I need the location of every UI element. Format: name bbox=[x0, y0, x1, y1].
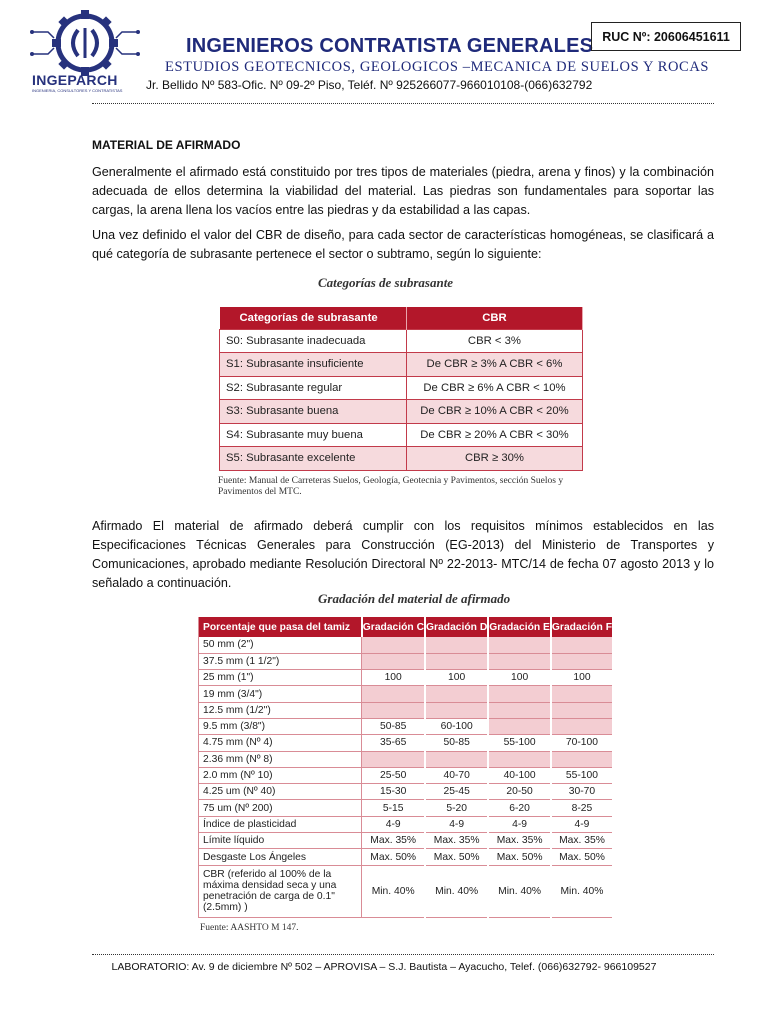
gradation-cell: 5-20 bbox=[425, 800, 488, 816]
gradation-cell: Max. 35% bbox=[551, 833, 613, 849]
sieve-cell: 37.5 mm (1 1/2") bbox=[199, 653, 362, 669]
gradation-cell: Max. 50% bbox=[362, 849, 425, 865]
gradation-cell bbox=[425, 637, 488, 653]
sieve-cell: 25 mm (1") bbox=[199, 670, 362, 686]
gradation-cell: 20-50 bbox=[488, 784, 551, 800]
gradation-cell: 50-85 bbox=[362, 718, 425, 734]
gradation-cell: 40-70 bbox=[425, 767, 488, 783]
category-cell: S2: Subrasante regular bbox=[220, 376, 407, 400]
header-divider bbox=[92, 103, 714, 104]
gradation-cell bbox=[551, 702, 613, 718]
gradacion-table-title: Gradación del material de afirmado bbox=[318, 591, 511, 606]
company-services: ESTUDIOS GEOTECNICOS, GEOLOGICOS –MECANICA DE SUELOS Y ROCAS bbox=[165, 59, 710, 75]
gradation-cell: 25-45 bbox=[425, 784, 488, 800]
paragraph-afirmado: Generalmente el afirmado está constituido por tres tipos de materiales (piedra, arena y finos) y la combinación adecuada de ellos determina la viabilidad del material. Las piedras son fundamentales para soportar las cargas, la arena llena los vacíos entre las piedras y da estabilidad a las capas. bbox=[92, 165, 714, 217]
sieve-cell: 9.5 mm (3/8") bbox=[199, 718, 362, 734]
gradation-cell: Min. 40% bbox=[425, 865, 488, 917]
table-row bbox=[199, 735, 614, 751]
table-row bbox=[199, 686, 614, 702]
gradation-cell: 25-50 bbox=[362, 767, 425, 783]
gradacion-source: Fuente: AASHTO M 147. bbox=[200, 923, 299, 933]
gradation-cell: 4-9 bbox=[551, 816, 613, 832]
sieve-cell: Índice de plasticidad bbox=[199, 816, 362, 832]
category-cell: S5: Subrasante excelente bbox=[220, 447, 407, 471]
table-row bbox=[199, 751, 614, 767]
paragraph-requisitos: Afirmado El material de afirmado deberá cumplir con los requisitos mínimos establecidos en las Especificaciones Técnicas Generales para Construcción (EG-2013) del Ministerio de Transportes y Comunicaciones, aprobado mediante Resolución Directoral Nº 22-2013- MTC/14 de fecha 07 agosto 2013 y lo señalado a continuación. bbox=[92, 519, 714, 590]
table-row bbox=[199, 849, 614, 865]
table-header: Porcentaje que pasa del tamiz bbox=[199, 617, 362, 637]
subrasante-table-title: Categorías de subrasante bbox=[318, 275, 454, 290]
sieve-cell: 2.36 mm (Nº 8) bbox=[199, 751, 362, 767]
table-row bbox=[199, 767, 614, 783]
gradation-cell bbox=[362, 686, 425, 702]
category-cell: S1: Subrasante insuficiente bbox=[220, 353, 407, 377]
table-row bbox=[220, 329, 583, 353]
footer-laboratorio: LABORATORIO: Av. 9 de diciembre Nº 502 – APROVISA – S.J. Bautista – Ayacucho, Telef. (066)632792- 966109527 bbox=[111, 961, 657, 973]
gradation-cell: 100 bbox=[425, 670, 488, 686]
table-row bbox=[199, 702, 614, 718]
subrasante-table bbox=[219, 307, 583, 471]
cbr-cell: De CBR ≥ 10% A CBR < 20% bbox=[406, 400, 582, 424]
sieve-cell: 75 um (Nº 200) bbox=[199, 800, 362, 816]
gradation-cell bbox=[551, 751, 613, 767]
gradation-cell: 35-65 bbox=[362, 735, 425, 751]
table-row bbox=[220, 376, 583, 400]
sieve-cell: CBR (referido al 100% de la máxima densidad seca y una penetración de carga de 0.1" (2.5mm) ) bbox=[199, 865, 362, 917]
gradation-cell: Max. 35% bbox=[362, 833, 425, 849]
category-cell: S3: Subrasante buena bbox=[220, 400, 407, 424]
gradation-cell bbox=[488, 637, 551, 653]
gradation-cell: Min. 40% bbox=[362, 865, 425, 917]
gradation-cell: 70-100 bbox=[551, 735, 613, 751]
cbr-cell: CBR < 3% bbox=[406, 329, 582, 353]
gradation-cell: 4-9 bbox=[425, 816, 488, 832]
gradation-cell bbox=[425, 686, 488, 702]
category-cell: S0: Subrasante inadecuada bbox=[220, 329, 407, 353]
gradation-cell: Max. 50% bbox=[551, 849, 613, 865]
gradation-cell bbox=[488, 686, 551, 702]
gradation-cell: 40-100 bbox=[488, 767, 551, 783]
sieve-cell: 19 mm (3/4") bbox=[199, 686, 362, 702]
gradation-cell bbox=[362, 702, 425, 718]
table-row bbox=[199, 718, 614, 734]
cbr-cell: CBR ≥ 30% bbox=[406, 447, 582, 471]
gradation-cell: Max. 50% bbox=[425, 849, 488, 865]
table-row bbox=[199, 833, 614, 849]
logo-text: INGEPARCH bbox=[32, 72, 118, 88]
table-row bbox=[220, 400, 583, 424]
cbr-cell: De CBR ≥ 6% A CBR < 10% bbox=[406, 376, 582, 400]
ruc-box: RUC Nº: 20606451611 bbox=[591, 22, 741, 51]
category-cell: S4: Subrasante muy buena bbox=[220, 423, 407, 447]
gradation-cell bbox=[488, 718, 551, 734]
table-row bbox=[220, 447, 583, 471]
sieve-cell: 2.0 mm (Nº 10) bbox=[199, 767, 362, 783]
gradacion-table bbox=[198, 617, 614, 918]
sieve-cell: Desgaste Los Ángeles bbox=[199, 849, 362, 865]
gradation-cell: 60-100 bbox=[425, 718, 488, 734]
cbr-cell: De CBR ≥ 3% A CBR < 6% bbox=[406, 353, 582, 377]
gradation-cell: 100 bbox=[362, 670, 425, 686]
logo-subtitle: INGENIERIA, CONSULTORES Y CONTRATISTAS bbox=[32, 88, 123, 93]
table-row bbox=[199, 800, 614, 816]
gradation-cell: Min. 40% bbox=[488, 865, 551, 917]
table-header: Gradación C bbox=[362, 617, 425, 637]
table-header: Gradación E bbox=[488, 617, 551, 637]
gradation-cell: 100 bbox=[551, 670, 613, 686]
sieve-cell: 4.25 um (Nº 40) bbox=[199, 784, 362, 800]
gradation-cell: 8-25 bbox=[551, 800, 613, 816]
footer-divider bbox=[92, 954, 714, 955]
gradation-cell bbox=[551, 686, 613, 702]
gradation-cell: 15-30 bbox=[362, 784, 425, 800]
gradation-cell: 50-85 bbox=[425, 735, 488, 751]
paragraph-cbr: Una vez definido el valor del CBR de diseño, para cada sector de características homogéneas, se clasificará a qué categoría de subrasante pertenece el sector o subtramo, según lo siguiente: bbox=[92, 228, 714, 261]
gradation-cell: Max. 35% bbox=[425, 833, 488, 849]
table-row bbox=[220, 423, 583, 447]
sieve-cell: 12.5 mm (1/2") bbox=[199, 702, 362, 718]
table-header: Gradación F bbox=[551, 617, 613, 637]
gradation-cell: Max. 35% bbox=[488, 833, 551, 849]
gradation-cell: 100 bbox=[488, 670, 551, 686]
table-row bbox=[199, 816, 614, 832]
gradation-cell: 4-9 bbox=[488, 816, 551, 832]
gradation-cell: 6-20 bbox=[488, 800, 551, 816]
table-header: Gradación D bbox=[425, 617, 488, 637]
table-row bbox=[199, 865, 614, 917]
gradation-cell: 30-70 bbox=[551, 784, 613, 800]
table-header: CBR bbox=[406, 307, 582, 329]
table-row bbox=[199, 653, 614, 669]
gradation-cell bbox=[551, 653, 613, 669]
gradation-cell: Min. 40% bbox=[551, 865, 613, 917]
gradation-cell: Max. 50% bbox=[488, 849, 551, 865]
gradation-cell bbox=[362, 637, 425, 653]
gradation-cell bbox=[425, 751, 488, 767]
gradation-cell bbox=[362, 751, 425, 767]
gradation-cell: 55-100 bbox=[488, 735, 551, 751]
table-header: Categorías de subrasante bbox=[220, 307, 407, 329]
subrasante-source: Fuente: Manual de Carreteras Suelos, Geología, Geotecnia y Pavimentos, sección Suelos y Pavimentos del MTC. bbox=[218, 476, 564, 497]
sieve-cell: 4.75 mm (Nº 4) bbox=[199, 735, 362, 751]
table-row bbox=[199, 784, 614, 800]
sieve-cell: Límite líquido bbox=[199, 833, 362, 849]
sieve-cell: 50 mm (2") bbox=[199, 637, 362, 653]
gradation-cell bbox=[488, 702, 551, 718]
gradation-cell: 55-100 bbox=[551, 767, 613, 783]
table-row bbox=[199, 637, 614, 653]
gradation-cell bbox=[551, 637, 613, 653]
gradation-cell: 5-15 bbox=[362, 800, 425, 816]
gradation-cell bbox=[425, 653, 488, 669]
gradation-cell: 4-9 bbox=[362, 816, 425, 832]
gradation-cell bbox=[488, 653, 551, 669]
company-name: INGENIEROS CONTRATISTA GENERALES bbox=[186, 35, 594, 57]
gradation-cell bbox=[488, 751, 551, 767]
cbr-cell: De CBR ≥ 20% A CBR < 30% bbox=[406, 423, 582, 447]
company-address: Jr. Bellido Nº 583-Ofic. Nº 09-2º Piso, Teléf. Nº 925266077-966010108-(066)632792 bbox=[146, 78, 593, 92]
table-row bbox=[220, 353, 583, 377]
table-row bbox=[199, 670, 614, 686]
gradation-cell bbox=[362, 653, 425, 669]
gradation-cell bbox=[551, 718, 613, 734]
section-heading: MATERIAL DE AFIRMADO bbox=[92, 138, 241, 152]
gradation-cell bbox=[425, 702, 488, 718]
